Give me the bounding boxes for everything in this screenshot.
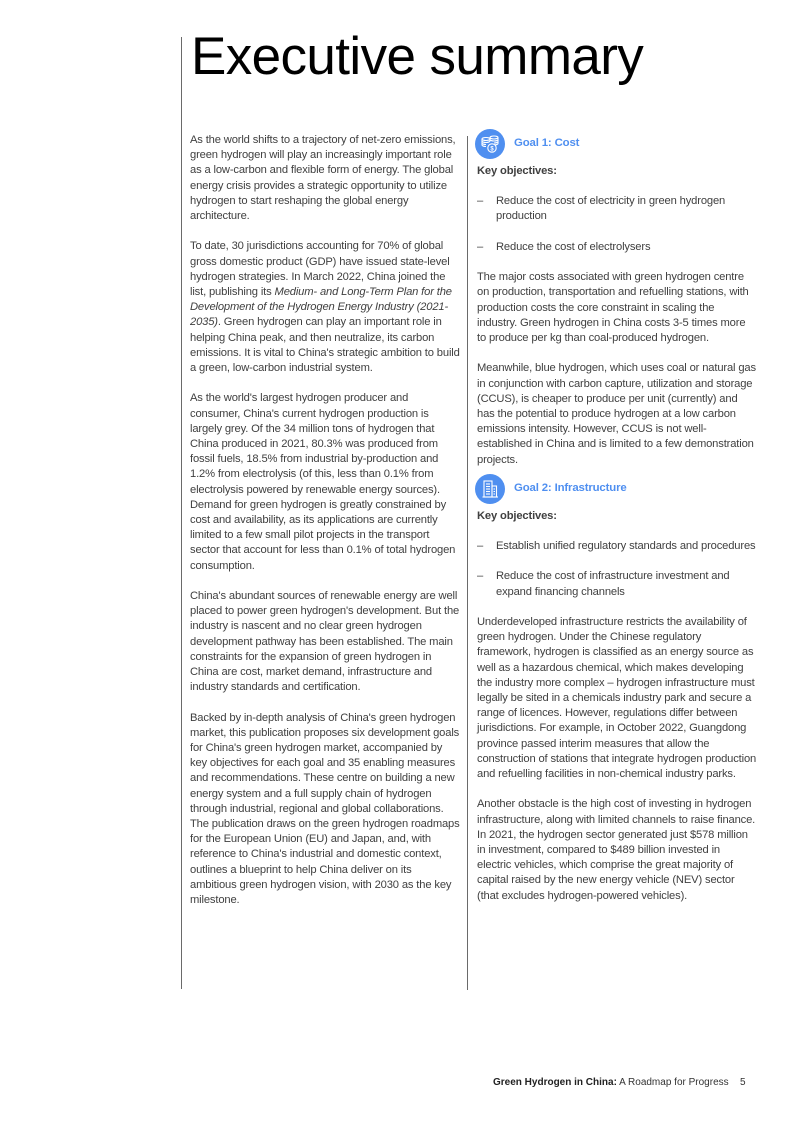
coins-dollar-icon [475,129,505,159]
objective-item: – Reduce the cost of infrastructure investment and expand financing channels [477,569,757,599]
left-column [190,133,460,923]
left-vertical-rule [181,37,182,989]
intro-paragraph: As the world shifts to a trajectory of net-zero emissions, green hydrogen will play an increasingly important role as a low-carbon and flexible form of energy. The global energy crisis provides a strategic opportunity to utilize hydrogen to start reshaping the global energy architecture. [190,134,456,223]
goal-2-key-objectives-label: Key objectives: [477,509,557,522]
objective-item: – Establish unified regulatory standards and procedures [477,539,757,554]
goal-2-title: Goal 2: Infrastructure [514,482,627,495]
production-paragraph: As the world's largest hydrogen producer and consumer, China's current hydrogen production is largely grey. Of the 34 million tons of hydrogen that China produced in 2021, 80.3% was produced from fossil fuels, 18.5% from industrial by-production and 1.2% from electrolysis (of this, less than 0.1% from electrolysis powered by renewable energy sources). Demand for green hydrogen is greatly constrained by cost and availability, as its applications are currently limited to a few small pilot projects in the transport sector that account for less than 0.1% of total hydrogen consumption. [190,392,456,572]
objective-item: – Reduce the cost of electricity in green hydrogen production [477,194,757,224]
goal-1-paragraph: The major costs associated with green hydrogen centre on production, transportation and refuelling stations, with production costs the core constraint in scaling the industry. Green hydrogen in China costs 3-5 times more to produce per kg than coal-produced hydrogen. [477,271,749,344]
building-icon [475,474,505,504]
plan-title-italic: Medium- and Long-Term Plan for the Development of the Hydrogen Energy Industry (2021-2035) [190,286,452,329]
strategies-paragraph [190,239,460,376]
publication-paragraph: Backed by in-depth analysis of China's green hydrogen market, this publication proposes six development goals for China's green hydrogen market, accompanied by key objectives for each goal and 35 enabling measures and recommendations. These centre on building a new energy system and a full supply chain of hydrogen through industrial, regional and global collaborations. The publication draws on the green hydrogen roadmaps for the European Union (EU) and Japan, and, with reference to China's industrial and domestic context, outlines a blueprint to help China deliver on its ambitious green hydrogen vision, with 2030 as the key milestone. [190,711,460,907]
goal-2-paragraph: Another obstacle is the high cost of investing in hydrogen infrastructure, along with limited channels to raise finance. In 2021, the hydrogen sector generated just $578 million in investment, compared to $489 billion invested in electric vehicles, which comprise the great majority of capital raised by the new energy vehicle (NEV) sector (that excludes hydrogen-powered vehicles). [477,798,756,902]
page-number: 5 [740,1077,746,1088]
goal-1-objectives-list [477,194,757,255]
svg-text:$: $ [490,146,494,153]
constraints-paragraph: China's abundant sources of renewable energy are well placed to power green hydrogen's development. But the industry is nascent and no clear green hydrogen development pathway has been established. The main constraints for the expansion of green hydrogen in China are cost, market demand, infrastructure and industry standards and certification. [190,590,460,694]
goal-1-paragraph: Meanwhile, blue hydrogen, which uses coal or natural gas in conjunction with carbon capture, utilization and storage (CCUS), is cheaper to produce per unit (currently) and has the potential to produce hydrogen at a low carbon emissions intensity. However, CCUS is not well-established in China and is limited to a few demonstration projects. [477,362,756,466]
goal-1-key-objectives-label: Key objectives: [477,165,557,177]
goal-1-header [475,129,757,159]
column-divider-rule [467,136,468,990]
page-footer [493,1077,746,1088]
goal-2-header [475,474,757,504]
footer-publication-title: Green Hydrogen in China: [493,1077,617,1088]
right-column [477,133,757,919]
goal-1-title: Goal 1: Cost [514,137,580,150]
page-title: Executive summary [191,27,644,86]
strategies-text-start: To date, 30 jurisdictions accounting for 70% of global gross domestic product (GDP) have issued state-level hydrogen strategies. In March 2022, China joined the list, publishing its [190,240,450,299]
strategies-text-end: . Green hydrogen can play an important role in helping China peak, and then neutralize, its carbon emissions. It is vital to China's strategic ambition to build a green, low-carbon industrial system. [190,316,460,375]
objective-item: – Reduce the cost of electrolysers [477,240,757,255]
goal-2-objectives-list [477,539,757,600]
goal-2-paragraph: Underdeveloped infrastructure restricts the availability of green hydrogen. Under the Chinese regulatory framework, hydrogen is classified as an energy source as well as a hazardous chemical, which makes developing the industry more complex – hydrogen infrastructure must legally be sited in a chemicals industry park and secure a range of licences. However, regulations differ between jurisdictions. For example, in October 2022, Guangdong province passed interim measures that allow the construction of stations that integrate hydrogen production and refuelling facilities in non-chemical industry parks. [477,616,757,781]
footer-publication-subtitle: A Roadmap for Progress [616,1077,729,1088]
